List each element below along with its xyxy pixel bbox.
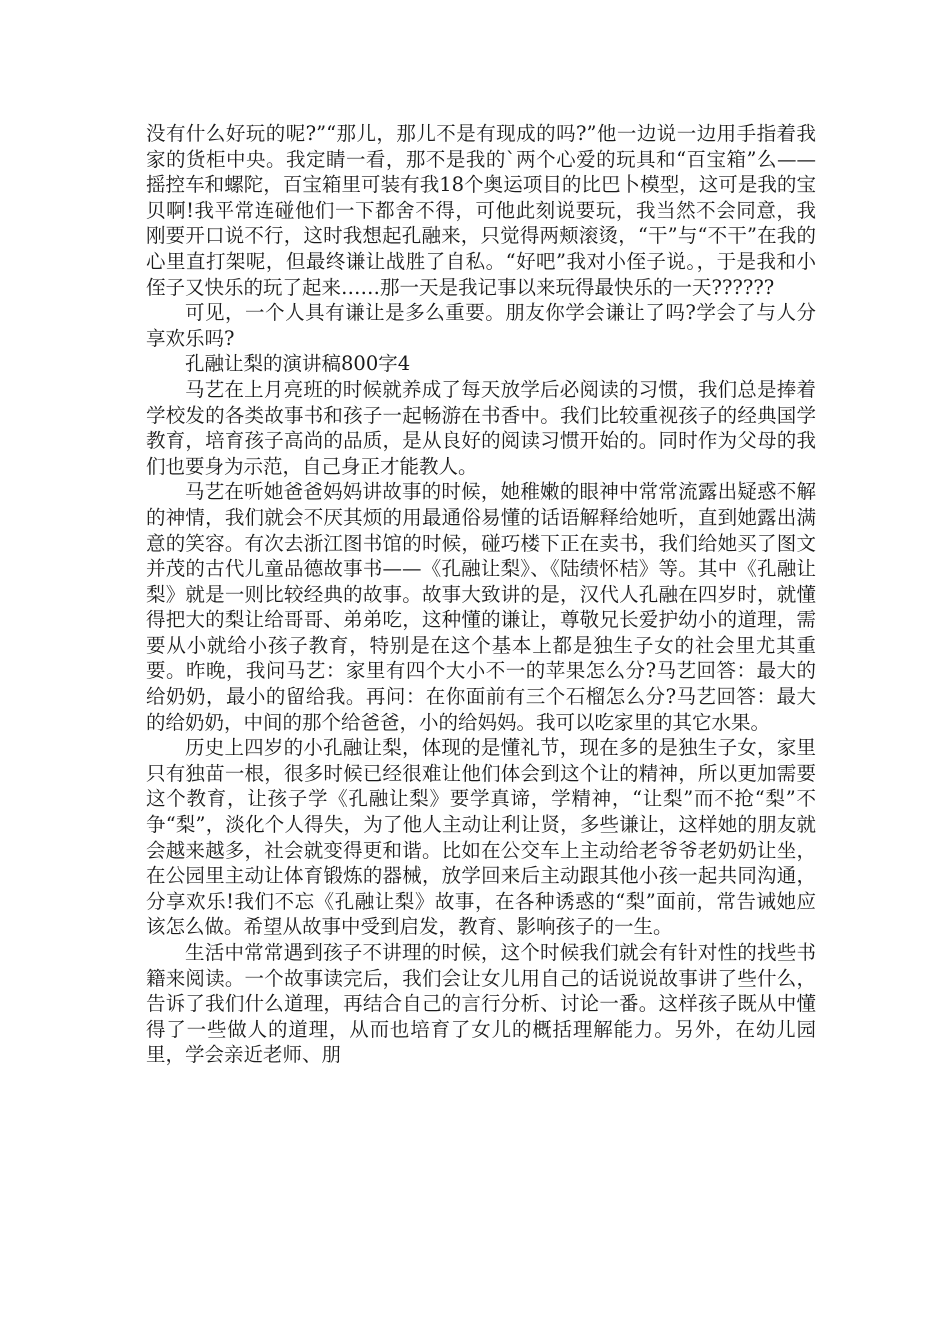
- document-page: [146, 121, 816, 1068]
- paragraph-daily-life: 生活中常常遇到孩子不讲理的时候，这个时候我们就会有针对性的找些书籍来阅读。一个故事读完后，我们会让女儿用自己的话说说故事讲了些什么，告诉了我们什么道理，再结合自己的言行分析、讨论一番。这样孩子既从中懂得了一些做人的道理，从而也培育了女儿的概括理解能力。另外，在幼儿园里，学会亲近老师、朋: [146, 941, 816, 1067]
- paragraph-story-ending: 没有什么好玩的呢?”“那儿，那儿不是有现成的吗?”他一边说一边用手指着我家的货柜中央。我定睛一看，那不是我的`两个心爱的玩具和“百宝箱”么——摇控车和螺陀，百宝箱里可装有我18个奥运项目的比巴卜模型，这可是我的宝贝啊!我平常连碰他们一下都舍不得，可他此刻说要玩，我当然不会同意，我刚要开口说不行，这时我想起孔融来，只觉得两颊滚烫，“干”与“不干”在我的心里直打架呢，但最终谦让战胜了自私。“好吧”我对小侄子说。，于是我和小侄子又快乐的玩了起来……那一天是我记事以来玩得最快乐的一天??????: [146, 122, 816, 299]
- paragraph-conclusion: 可见，一个人具有谦让是多么重要。朋友你学会谦让了吗?学会了与人分享欢乐吗?: [146, 301, 816, 350]
- paragraph-story-kongrong: 马艺在听她爸爸妈妈讲故事的时候，她稚嫩的眼神中常常流露出疑惑不解的神情，我们就会不厌其烦的用最通俗易懂的话语解释给她听，直到她露出满意的笑容。有次去浙江图书馆的时候，碰巧楼下正在卖书，我们给她买了图文并茂的古代儿童品德故事书——《孔融让梨》、《陆绩怀桔》等。其中《孔融让梨》就是一则比较经典的故事。故事大致讲的是，汉代人孔融在四岁时，就懂得把大的梨让给哥哥、弟弟吃，这种懂的谦让，尊敬兄长爱护幼小的道理，需要从小就给小孩子教育，特别是在这个基本上都是独生子女的社会里尤其重要。昨晚，我问马艺：家里有四个大小不一的苹果怎么分?马艺回答：最大的给奶奶，最小的留给我。再问：在你面前有三个石榴怎么分?马艺回答：最大的给奶奶，中间的那个给爸爸，小的给妈妈。我可以吃家里的其它水果。: [146, 480, 816, 734]
- section-title: 孔融让梨的演讲稿800字4: [185, 352, 411, 376]
- paragraph-history: 历史上四岁的小孔融让梨，体现的是懂礼节，现在多的是独生子女，家里只有独苗一根，很多时候已经很难让他们体会到这个让的精神，所以更加需要这个教育，让孩子学《孔融让梨》要学真谛，学精神，“让梨”而不抢“梨”不争“梨”，淡化个人得失，为了他人主动让利让贤，多些谦让，这样她的朋友就会越来越多，社会就变得更和谐。比如在公交车上主动给老爷爷老奶奶让坐，在公园里主动让体育锻炼的器械，放学回来后主动跟其他小孩一起共同沟通，分享欢乐!我们不忘《孔融让梨》故事，在各种诱惑的“梨”面前，常告诫她应该怎么做。希望从故事中受到启发，教育、影响孩子的一生。: [146, 736, 816, 939]
- paragraph-reading-habit: 马艺在上月亮班的时候就养成了每天放学后必阅读的习惯，我们总是捧着学校发的各类故事书和孩子一起畅游在书香中。我们比较重视孩子的经典国学教育，培育孩子高尚的品质，是从良好的阅读习惯开始的。同时作为父母的我们也要身为示范，自己身正才能教人。: [146, 377, 816, 478]
